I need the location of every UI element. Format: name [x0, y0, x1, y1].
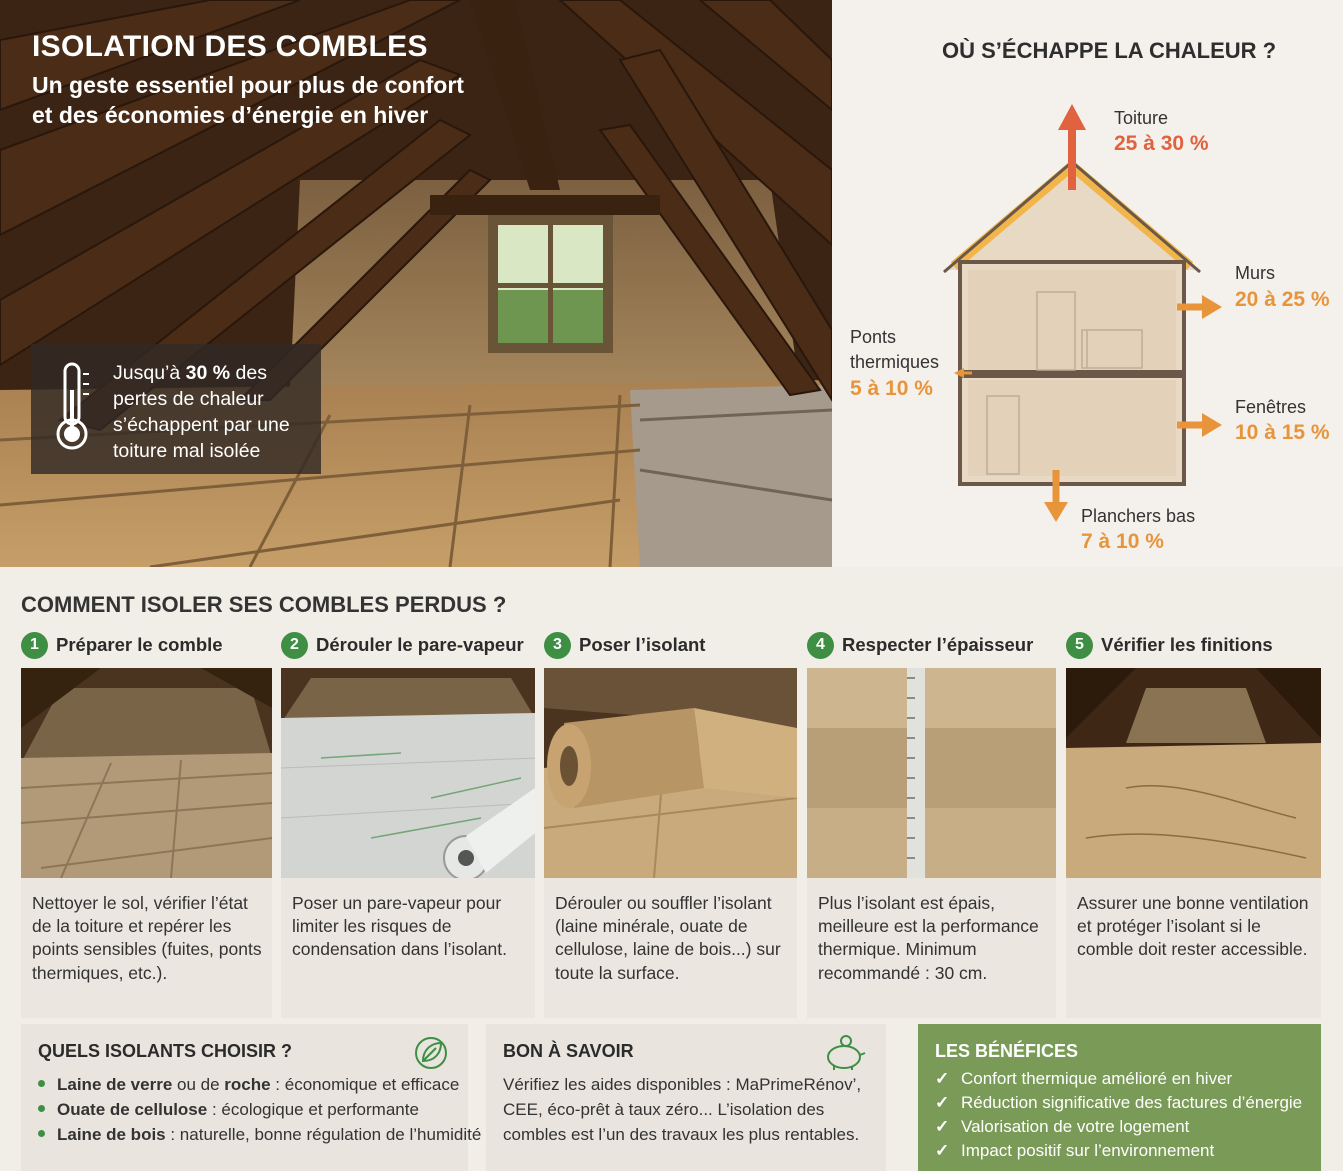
piggy-bank-icon	[822, 1034, 868, 1072]
step-2-image	[281, 668, 535, 878]
step-label: Respecter l’épaisseur	[842, 634, 1034, 655]
good-to-know-box	[486, 1024, 886, 1171]
step-1-image	[21, 668, 272, 878]
list-item: Laine de verre ou de roche : économique et efficace	[38, 1072, 481, 1097]
step-4-image	[807, 668, 1056, 878]
heat-loss-diagram	[832, 0, 1343, 567]
roof-value: 25 à 30 %	[1114, 132, 1209, 155]
walls-value: 20 à 25 %	[1235, 288, 1330, 311]
hero-subtitle: Un geste essentiel pour plus de confort et des économies d’énergie en hiver	[32, 72, 464, 128]
floors-label: Planchers bas	[1081, 506, 1196, 526]
step-description: Assurer une bonne ventilation et protéger l’isolant si le comble doit rester accessible.	[1077, 893, 1309, 960]
thermal-bridges-label: Ponts thermiques	[850, 327, 940, 372]
list-item: ✓ Réduction significative des factures d’énergie	[935, 1091, 1302, 1115]
step-number: 3	[544, 632, 571, 659]
leaf-icon	[412, 1034, 450, 1072]
benefits-box	[918, 1024, 1321, 1171]
hero-section	[0, 0, 832, 567]
step-label: Préparer le comble	[56, 634, 223, 655]
insulants-title: QUELS ISOLANTS CHOISIR ?	[38, 1041, 293, 1061]
list-item: Ouate de cellulose : écologique et performante	[38, 1097, 481, 1122]
insulants-box	[21, 1024, 482, 1171]
step-number: 1	[21, 632, 48, 659]
floors-value: 7 à 10 %	[1081, 530, 1164, 553]
good-to-know-text: Vérifiez les aides disponibles : MaPrimeRénov’, CEE, éco-prêt à taux zéro... L’isolation des combles est l’un des travaux les plus rentables.	[503, 1075, 862, 1144]
heat-loss-title: OÙ S’ÉCHAPPE LA CHALEUR ?	[942, 38, 1277, 63]
roof-label: Toiture	[1114, 108, 1169, 128]
windows-value: 10 à 15 %	[1235, 421, 1330, 444]
step-number: 4	[807, 632, 834, 659]
list-item: ✓ Impact positif sur l’environnement	[935, 1139, 1302, 1163]
good-to-know-title: BON À SAVOIR	[503, 1041, 634, 1061]
step-4	[807, 628, 1056, 1018]
walls-label: Murs	[1235, 263, 1275, 283]
step-3-image	[544, 668, 797, 878]
step-description: Dérouler ou souffler l’isolant (laine minérale, ouate de cellulose, laine de bois...) sur toute la surface.	[555, 893, 781, 983]
step-5	[1066, 628, 1321, 1018]
list-item: Laine de bois : naturelle, bonne régulation de l’humidité	[38, 1122, 481, 1147]
step-label: Poser l’isolant	[579, 634, 706, 655]
thermal-bridges-value: 5 à 10 %	[850, 377, 933, 400]
step-2	[281, 628, 535, 1018]
callout-text: Jusqu’à 30 % des pertes de chaleur s’échappent par une toiture mal isolée	[113, 362, 290, 462]
steps-title: COMMENT ISOLER SES COMBLES PERDUS ?	[21, 592, 507, 617]
list-item: ✓ Confort thermique amélioré en hiver	[935, 1067, 1302, 1091]
step-number: 2	[281, 632, 308, 659]
heat-loss-callout	[31, 344, 321, 474]
hero-title: ISOLATION DES COMBLES	[32, 30, 428, 63]
list-item: ✓ Valorisation de votre logement	[935, 1115, 1302, 1139]
benefits-title: LES BÉNÉFICES	[935, 1041, 1079, 1061]
step-description: Plus l’isolant est épais, meilleure est la performance thermique. Minimum recommandé : 30 cm.	[818, 893, 1039, 983]
insulants-list	[38, 1072, 481, 1147]
thermometer-icon	[53, 360, 93, 452]
step-label: Vérifier les finitions	[1101, 634, 1273, 655]
check-icon: ✓	[935, 1141, 950, 1160]
step-label: Dérouler le pare-vapeur	[316, 634, 524, 655]
check-icon: ✓	[935, 1117, 950, 1136]
check-icon: ✓	[935, 1069, 950, 1088]
step-5-image	[1066, 668, 1321, 878]
step-3	[544, 628, 797, 1018]
step-description: Nettoyer le sol, vérifier l’état de la toiture et repérer les points sensibles (fuites, ponts thermiques, etc.).	[32, 893, 262, 983]
step-1	[21, 628, 272, 1018]
check-icon: ✓	[935, 1093, 950, 1112]
windows-label: Fenêtres	[1235, 397, 1307, 417]
benefits-list	[935, 1067, 1302, 1163]
step-description: Poser un pare-vapeur pour limiter les risques de condensation dans l’isolant.	[292, 893, 508, 960]
step-number: 5	[1066, 632, 1093, 659]
